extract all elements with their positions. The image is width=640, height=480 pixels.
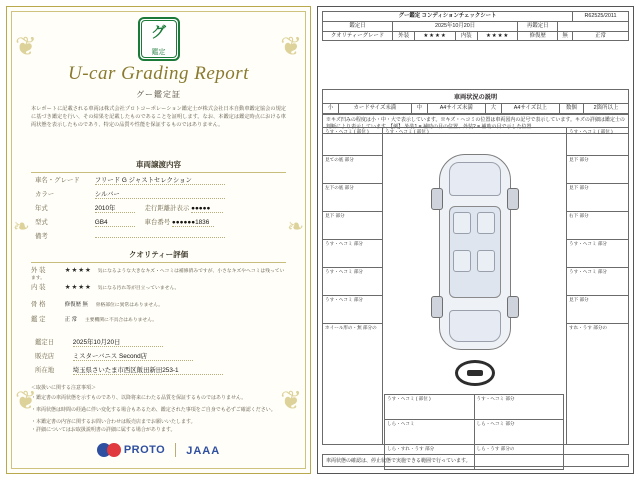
legend-key-large: 大 <box>485 104 501 114</box>
label-inspection-date: 鑑定日 <box>323 21 393 31</box>
value-reinspection-date <box>558 21 629 31</box>
proto-logo: PROTO <box>97 443 165 457</box>
inspection-seal-icon <box>138 17 180 61</box>
notes-title: ＜取扱いに関する注意事項＞ <box>31 385 97 391</box>
quality-row-frame: 骨 格 修復歴 無 骨格部位に異常はありません。 <box>31 301 164 308</box>
field-dealer: 販売店 ミスターバニス Second店 <box>35 351 193 361</box>
diagram-cell: 見下 部分 <box>323 212 382 240</box>
diagram-cell: 見下 部分 <box>567 156 628 184</box>
diagram-cell: うす・ヘコミ ( 部位 ) <box>567 128 628 156</box>
legend-val-large: A4サイズ以上 <box>501 104 559 114</box>
field-model-code: 型式 GB4 車台番号 ●●●●●●1836 <box>35 217 214 227</box>
diagram-cell: 見下 部分 <box>567 296 628 324</box>
divider <box>175 443 176 457</box>
field-remarks: 備考 <box>35 231 225 240</box>
car-trunk <box>449 310 501 342</box>
car-seat <box>477 250 495 272</box>
ornament-icon: ❧ <box>287 216 304 238</box>
seal-sub: 鑑定 <box>151 49 166 56</box>
cell-grade-key: 内装 <box>455 31 477 41</box>
jaaa-logo: JAAA <box>186 445 221 457</box>
condition-check-sheet <box>317 6 634 474</box>
legend-val-small: カードサイズ未満 <box>339 104 412 114</box>
diagram-cell: うす・ヘコミ 部分 <box>567 268 628 296</box>
diagram-center-note: うす・ヘコミ ( 部位 ) <box>385 129 429 134</box>
diagram-right-column <box>566 128 628 444</box>
legend-title: 車両状況の説明 <box>322 89 629 103</box>
legend-body: ※キズ凹みの程度は小・中・大で表示しています。※キズ・ヘコミの位置は車両図内の記号で表示しています。キズの詳細は鑑定士の判断により表示しています。【例】 外装1 = 補助の目の位置、外装2 = 補助の目で示した位置 <box>322 114 629 134</box>
page-subtitle: グー鑑定証 <box>136 90 181 99</box>
cell-grade-interior: ★★★★ <box>478 31 518 41</box>
diagram-cell: ホイール形の・無 部分の <box>325 325 377 330</box>
legend-key-count: 数個 <box>559 104 583 114</box>
legend-val-count: 2箇所以上 <box>583 104 628 114</box>
note-item: ・鑑定書の車両状態を示すものであり、以降将来にわたる品質を保証するものではありません。 <box>31 395 247 401</box>
quality-row-interior: 内 装 ★★★★ 気になる汚れ等が目立っていません。 <box>31 284 180 291</box>
diagram-cell: しら・うす 部分の <box>474 444 565 470</box>
legend-key-medium: 中 <box>411 104 427 114</box>
car-hood <box>449 162 501 196</box>
cell-grade-history: 無 <box>558 31 573 41</box>
field-inspection-date: 鑑定日 2025年10月20日 <box>35 337 163 347</box>
diagram-cell: うす・ヘコミ 部分 <box>323 240 382 268</box>
sheet-title: グー鑑定 コンディションチェックシート <box>323 12 573 22</box>
proto-mark-icon <box>107 443 121 457</box>
seal-kanji: グ <box>150 24 166 41</box>
value-inspection-date: 2025年10月20日 <box>393 21 518 31</box>
car-seat <box>453 212 471 234</box>
car-wheel <box>431 296 443 318</box>
label-quality-grade: クオリティーグレード <box>323 31 393 41</box>
note-item: ・車両状態は時間の経過に伴い変化する場合もあるため、鑑定された事項をご自身でも必ずご確認ください。 <box>31 407 276 413</box>
diagram-cell: うす・ヘコミ 部分 <box>323 296 382 324</box>
cell-grade-key: 外装 <box>393 31 415 41</box>
ornament-icon: ❦ <box>15 31 37 61</box>
vehicle-diagram-area <box>322 127 629 451</box>
diagram-cell: うす・ヘコミ 部分 <box>323 268 382 296</box>
field-year: 年式 2010年 走行距離計表示 ●●●●● <box>35 203 223 213</box>
section-vehicle-heading: 車両譲渡内容 <box>31 159 286 173</box>
sheet-code: R62525/2011 <box>573 12 629 22</box>
ornament-icon: ❦ <box>280 385 302 415</box>
car-wheel <box>507 188 519 210</box>
footer-logos <box>7 441 310 459</box>
diagram-cell: 右下 部分 <box>567 212 628 240</box>
legend-val-medium: A4サイズ未満 <box>427 104 485 114</box>
legend-table <box>322 103 629 114</box>
cell-grade-exterior: ★★★★ <box>415 31 455 41</box>
field-color: カラー シルバー <box>35 189 225 199</box>
cell-grade-key: 修復歴 <box>518 31 558 41</box>
diagram-cell: うす・ヘコミ ( 部位 ) <box>323 128 382 156</box>
car-wheel <box>431 188 443 210</box>
car-seat <box>477 212 495 234</box>
diagram-cell: うす・ヘコミ 部分 <box>567 240 628 268</box>
note-item: ・詳細についてはお取扱説明書の詳細に属する場合があります。 <box>31 427 176 433</box>
grading-certificate <box>6 6 311 474</box>
label-reinspection-date: 再鑑定日 <box>518 21 558 31</box>
page-title: U-car Grading Report <box>68 63 249 84</box>
diagram-cell: うす・ヘコミ 部分 <box>474 394 565 420</box>
diagram-cell: 左下の底 部分 <box>323 184 382 212</box>
section-quality-heading: クオリティー評価 <box>31 249 286 263</box>
field-name-grade: 車名・グレード フリード G ジャストセレクション <box>35 175 225 185</box>
quality-row-inspection: 鑑 定 正 常 主要機関に不具合はありません。 <box>31 316 158 323</box>
diagram-lower-grid <box>385 394 564 451</box>
field-address: 所在地 埼玉県さいたま市西区飯田新田253-1 <box>35 365 223 375</box>
diagram-cell: うす・ヘコミ ( 部位 ) <box>384 394 475 420</box>
diagram-cell: 見ての底 部分 <box>323 156 382 184</box>
diagram-cell: しら・すれ・うす 部分 <box>384 444 475 470</box>
ornament-icon: ❦ <box>15 385 37 415</box>
diagram-center <box>383 128 566 451</box>
diagram-cell: しら・ヘコミ <box>384 419 475 445</box>
sheet-header <box>322 11 629 41</box>
legend-key-small: 小 <box>323 104 339 114</box>
quality-row-exterior: 外 装 ★★★★ 気になるような大きなキズ・ヘコミは補修済みですが、小さなキズやヘコミは残っています。 <box>31 267 285 281</box>
diagram-left-column <box>323 128 383 444</box>
certificate-blurb: 本レポートに記載される車両は株式会社プロトコーポレーション鑑定士が株式会社日本自動車鑑定協会の規定に基づき鑑定を行い、その結果を記載したものであることを証明します。なお、本鑑定は鑑定時点における車両状態を表示したものであり、特定の品質や性能を保証するものではありません。 <box>31 106 286 129</box>
cell-grade-engine: 正常 <box>573 31 629 41</box>
note-item: ・本鑑定書の内容に関するお問い合わせは販売店までお願いいたします。 <box>31 419 196 425</box>
diagram-cell: しら・ヘコミ 部分 <box>474 419 565 445</box>
diagram-cell: すれ・うす 部分の <box>569 325 608 330</box>
sheet-footnote: 車両状態の確認は、停止状態で実施できる範囲で行っています。 <box>322 454 629 467</box>
ornament-icon: ❧ <box>13 216 30 238</box>
steering-wheel-icon <box>455 360 495 386</box>
ornament-icon: ❦ <box>280 31 302 61</box>
diagram-cell: 見下 部分 <box>567 184 628 212</box>
car-seat <box>453 250 471 272</box>
car-top-view-diagram <box>429 154 521 350</box>
car-wheel <box>507 296 519 318</box>
